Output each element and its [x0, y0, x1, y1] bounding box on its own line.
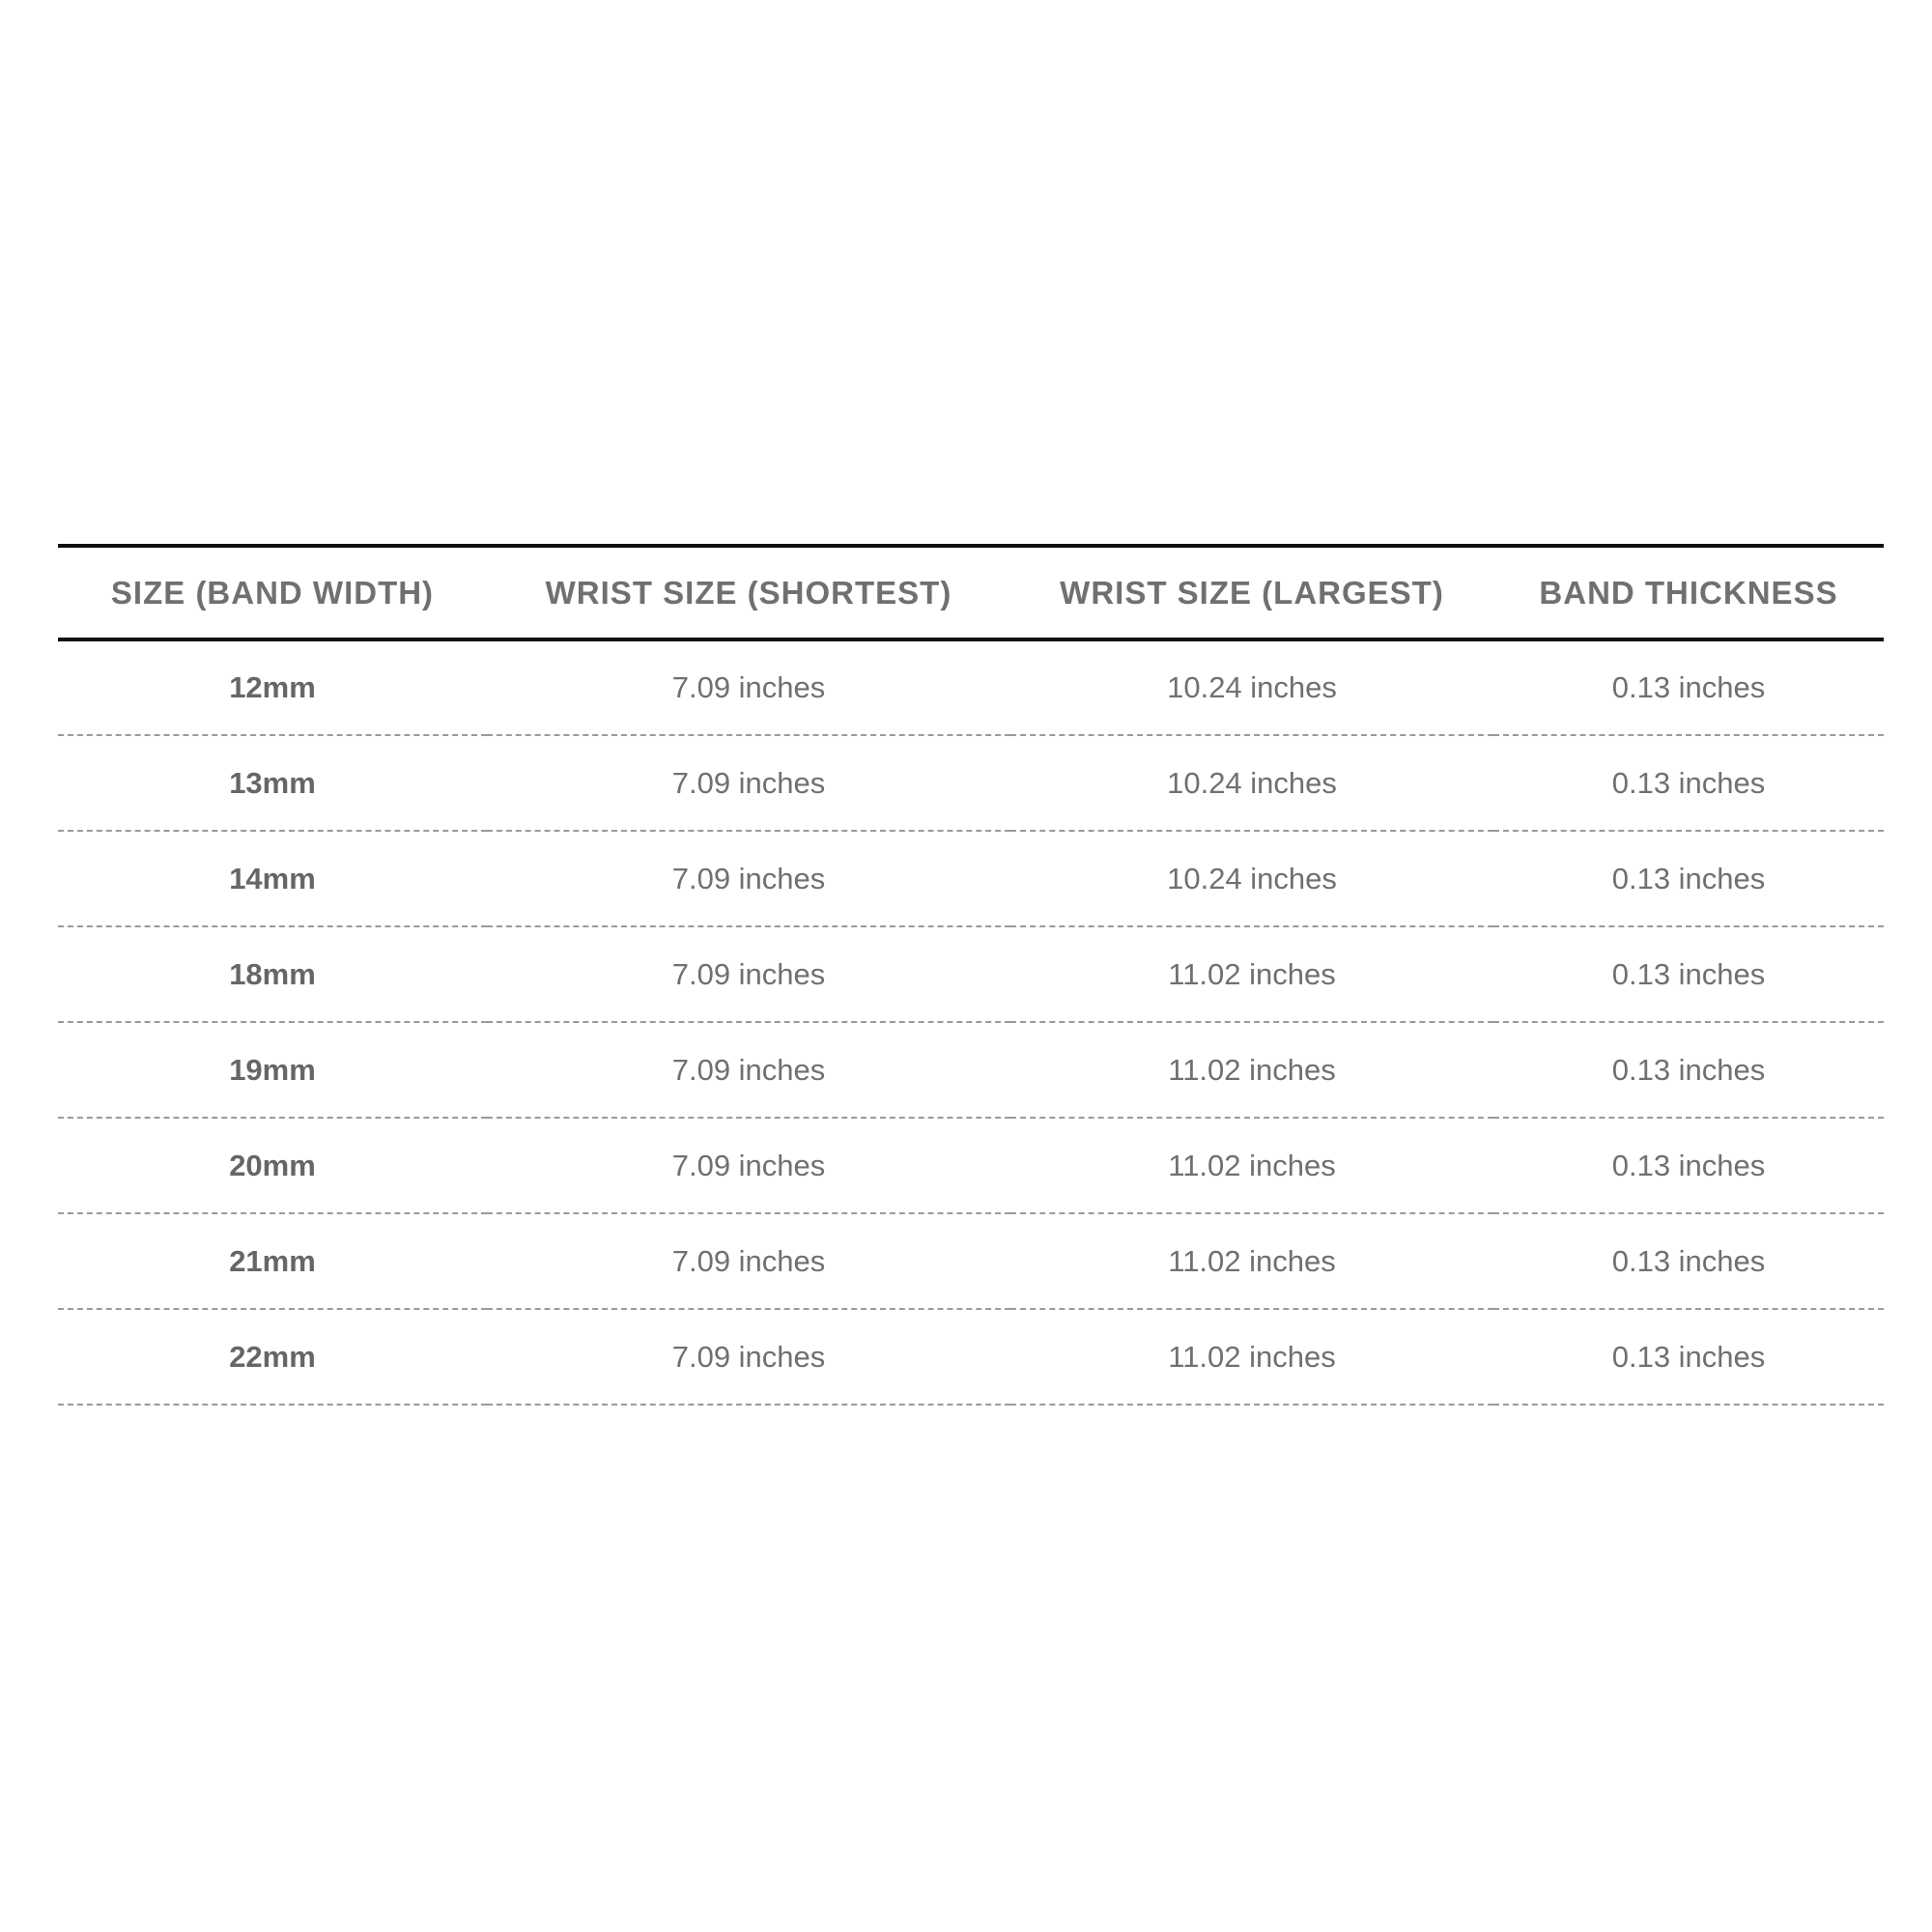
table-row — [58, 1118, 1884, 1213]
largest-cell: 10.24 inches — [1167, 670, 1337, 704]
shortest-cell: 7.09 inches — [671, 1052, 826, 1087]
thickness-cell: 0.13 inches — [1611, 670, 1766, 704]
size-cell: 18mm — [229, 956, 316, 991]
shortest-cell: 7.09 inches — [671, 670, 826, 704]
thickness-cell: 0.13 inches — [1611, 861, 1766, 895]
shortest-cell: 7.09 inches — [671, 1243, 826, 1278]
header-wrist-size-shortest: WRIST SIZE (SHORTEST) — [545, 574, 952, 611]
header-wrist-size-largest: WRIST SIZE (LARGEST) — [1060, 574, 1444, 611]
largest-cell: 11.02 inches — [1168, 956, 1336, 991]
size-cell: 19mm — [229, 1052, 316, 1087]
table-row — [58, 735, 1884, 831]
largest-cell: 11.02 inches — [1168, 1339, 1336, 1374]
thickness-cell: 0.13 inches — [1611, 956, 1766, 991]
largest-cell: 11.02 inches — [1168, 1243, 1336, 1278]
size-cell: 14mm — [229, 861, 316, 895]
shortest-cell: 7.09 inches — [671, 1339, 826, 1374]
largest-cell: 11.02 inches — [1168, 1052, 1336, 1087]
size-cell: 13mm — [229, 765, 316, 800]
shortest-cell: 7.09 inches — [671, 956, 826, 991]
table-header — [58, 546, 1884, 639]
shortest-cell: 7.09 inches — [671, 765, 826, 800]
table-row — [58, 831, 1884, 926]
thickness-cell: 0.13 inches — [1611, 1339, 1766, 1374]
table-row — [58, 926, 1884, 1022]
size-cell: 21mm — [229, 1243, 316, 1278]
header-size-band-width: SIZE (BAND WIDTH) — [110, 574, 435, 611]
thickness-cell: 0.13 inches — [1611, 1243, 1766, 1278]
table-row — [58, 639, 1884, 735]
size-cell: 22mm — [229, 1339, 316, 1374]
size-cell: 20mm — [229, 1148, 316, 1182]
thickness-cell: 0.13 inches — [1611, 1148, 1766, 1182]
table-row — [58, 1213, 1884, 1309]
table-row — [58, 1309, 1884, 1405]
header-band-thickness: BAND THICKNESS — [1539, 574, 1838, 611]
thickness-cell: 0.13 inches — [1611, 765, 1766, 800]
size-cell: 12mm — [229, 670, 316, 704]
shortest-cell: 7.09 inches — [671, 1148, 826, 1182]
shortest-cell: 7.09 inches — [671, 861, 826, 895]
largest-cell: 11.02 inches — [1168, 1148, 1336, 1182]
thickness-cell: 0.13 inches — [1611, 1052, 1766, 1087]
header-row — [58, 546, 1884, 639]
table-row — [58, 1022, 1884, 1118]
largest-cell: 10.24 inches — [1167, 861, 1337, 895]
table-body — [58, 639, 1884, 1405]
size-table — [58, 544, 1884, 1406]
largest-cell: 10.24 inches — [1167, 765, 1337, 800]
size-chart — [58, 544, 1884, 1406]
